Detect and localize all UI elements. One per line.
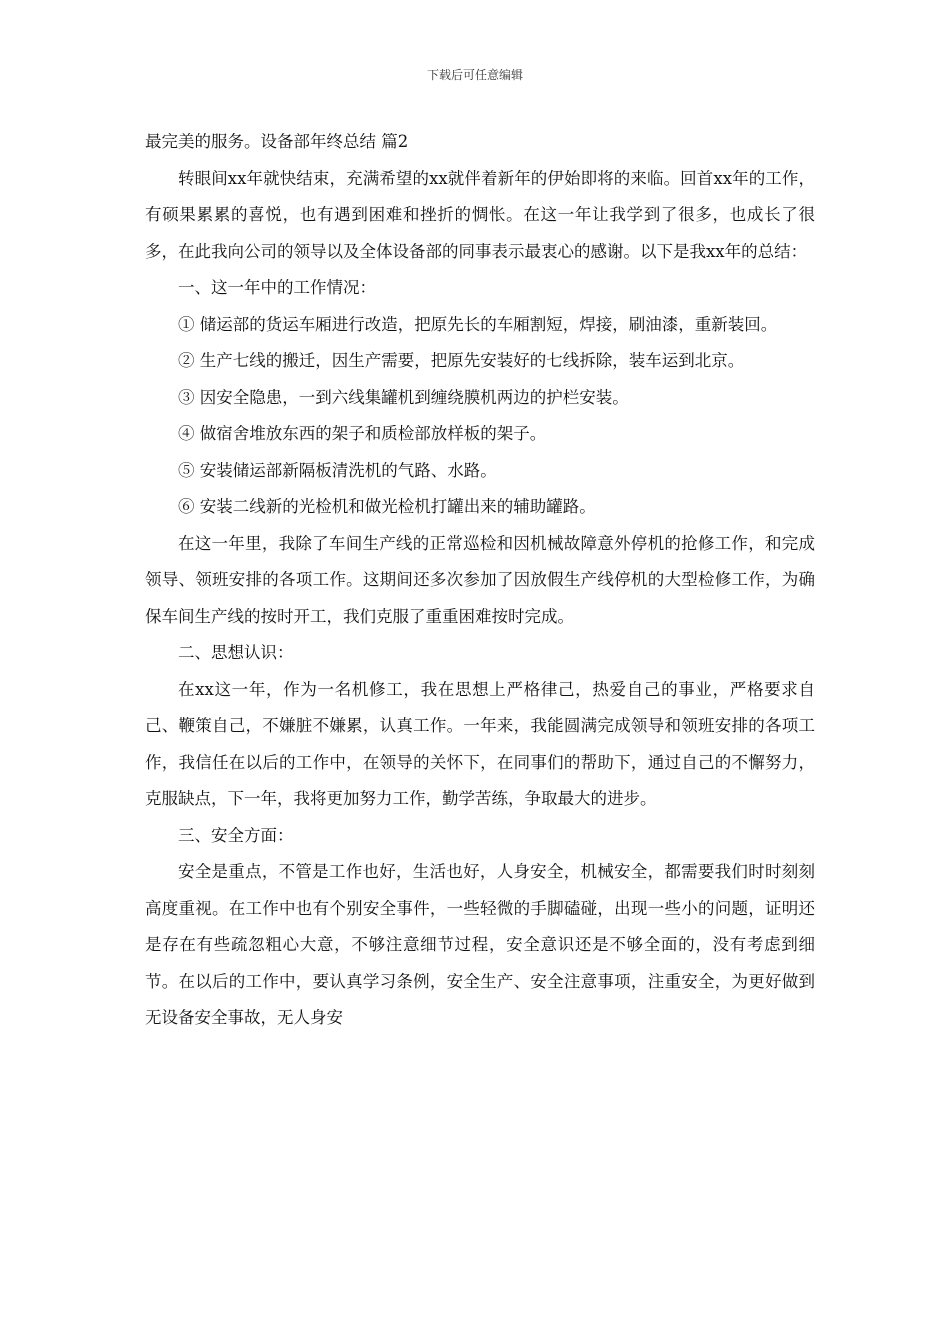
page-header: 下载后可任意编辑 (426, 68, 523, 82)
list-item: ② 生产七线的搬迁，因生产需要，把原先安装好的七线拆除，装车运到北京。 (178, 351, 745, 370)
list-item: ③ 因安全隐患，一到六线集罐机到缠绕膜机两边的护栏安装。 (178, 387, 629, 407)
section-title-line: 最完美的服务。设备部年终总结 篇2 (145, 132, 409, 151)
list-item: ① 储运部的货运车厢进行改造，把原先长的车厢割短，焊接，刷油漆，重新装回。 (178, 314, 778, 334)
list-item: ⑤ 安装储运部新隔板清洗机的气路、水路。 (178, 460, 497, 480)
document-body (145, 124, 815, 1037)
intro-paragraph: 转眼间xx年就快结束，充满希望的xx就伴着新年的伊始即将的来临。回首xx年的工作，有硕果累累的喜悦，也有遇到困难和挫折的惆怅。在这一年让我学到了很多，也成长了很多，在此我向公司的领导以及全体设备部的同事表示最衷心的感谢。以下是我xx年的总结： (145, 168, 815, 261)
thinking-paragraph: 在xx这一年，作为一名机修工，我在思想上严格律己，热爱自己的事业，严格要求自己、鞭策自己，不嫌脏不嫌累，认真工作。一年来，我能圆满完成领导和领班安排的各项工作，我信任在以后的工作中，在领导的关怀下，在同事们的帮助下，通过自己的不懈努力，克服缺点，下一年，我将更加努力工作，勤学苦练，争取最大的进步。 (145, 679, 815, 808)
heading-safety: 三、安全方面： (178, 825, 294, 845)
work-summary-paragraph: 在这一年里，我除了车间生产线的正常巡检和因机械故障意外停机的抢修工作，和完成领导、领班安排的各项工作。这期间还多次参加了因放假生产线停机的大型检修工作，为确保车间生产线的按时开工，我们克服了重重困难按时完成。 (145, 533, 815, 626)
list-item: ④ 做宿舍堆放东西的架子和质检部放样板的架子。 (178, 424, 547, 443)
heading-thinking: 二、思想认识： (178, 643, 294, 662)
safety-paragraph: 安全是重点，不管是工作也好，生活也好，人身安全，机械安全，都需要我们时时刻刻高度重视。在工作中也有个别安全事件，一些轻微的手脚磕碰，出现一些小的问题，证明还是存在有些疏忽粗心大意，不够注意细节过程，安全意识还是不够全面的，没有考虑到细节。在以后的工作中，要认真学习条例，安全生产、安全注意事项，注重安全，为更好做到无设备安全事故，无人身安 (145, 862, 815, 1027)
list-item: ⑥ 安装二线新的光检机和做光检机打罐出来的辅助罐路。 (178, 497, 596, 516)
heading-work-situation: 一、这一年中的工作情况： (178, 278, 376, 297)
